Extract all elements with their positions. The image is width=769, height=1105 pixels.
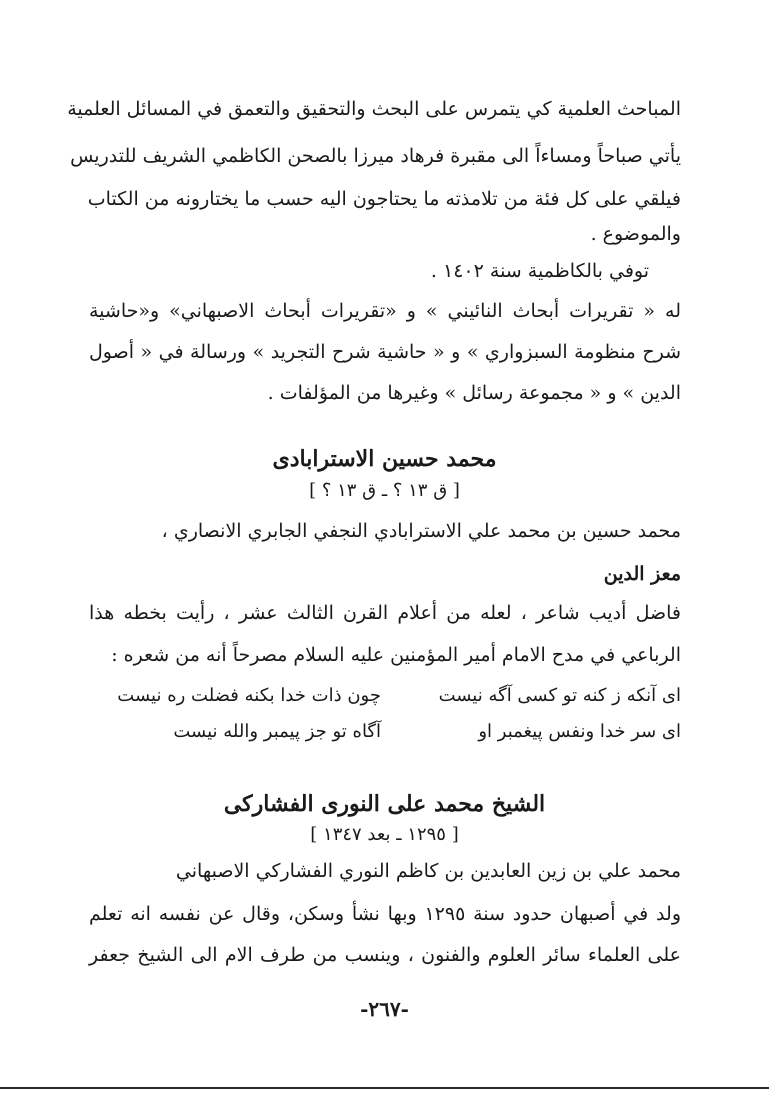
paragraph-line: المباحث العلمية كي يتمرس على البحث والتحقيق والتعمق في المسائل العلمية (67, 98, 681, 120)
paragraph-line: والموضوع . (590, 223, 681, 245)
paragraph-line: يأتي صباحاً ومساءاً الى مقبرة فرهاد ميرزا بالصحن الكاظمي الشريف للتدريس (70, 145, 681, 167)
works-line: شرح منظومة السبزواري » و « حاشية شرح التجريد » ورسالة في « أصول (89, 341, 681, 363)
bottom-rule (0, 1087, 769, 1089)
entry-heading: محمد حسين الاسترابادى (272, 446, 497, 472)
entry-dates: [ ١٢٩٥ ـ بعد ١٣٤٧ ] (310, 824, 459, 845)
entry-body-line: فاضل أديب شاعر ، لعله من أعلام القرن الثالث عشر ، رأيت بخطه هذا (89, 602, 681, 624)
entry-body-line: على العلماء سائر العلوم والفنون ، وينسب من طرف الام الى الشيخ جعفر (89, 944, 681, 966)
page-number: -٢٦٧- (360, 997, 409, 1021)
entry-dates: [ ق ١٣ ؟ ـ ق ١٣ ؟ ] (309, 480, 460, 501)
death-date-line: توفي بالكاظمية سنة ١٤٠٢ . (430, 260, 649, 282)
entry-name-line: محمد حسين بن محمد علي الاسترابادي النجفي الجابري الانصاري ، (161, 520, 681, 542)
verse-hemistich: چون ذات خدا بکنه فضلت ره نیست (117, 685, 381, 706)
entry-body-line: ولد في أصبهان حدود سنة ١٢٩٥ وبها نشأ وسكن، وقال عن نفسه انه تعلم (89, 903, 681, 925)
verse-hemistich: آگاه تو جز پیمبر والله نیست (173, 721, 381, 742)
entry-name-line: محمد علي بن زين العابدين بن كاظم النوري الفشاركي الاصبهاني (175, 860, 681, 882)
verse-hemistich: ای آنکه ز کنه تو کسی آگه نیست (438, 685, 681, 706)
entry-body-line: الرباعي في مدح الامام أمير المؤمنين عليه السلام مصرحاً أنه من شعره : (111, 644, 681, 666)
works-line: له « تقريرات أبحاث النائيني » و «تقريرات أبحاث الاصبهاني» و«حاشية (89, 300, 681, 322)
verse-hemistich: ای سر خدا ونفس پیغمبر او (478, 721, 681, 742)
works-line: الدين » و « مجموعة رسائل » وغيرها من المؤلفات . (267, 382, 681, 404)
entry-heading: الشيخ محمد على النورى الفشاركى (223, 791, 546, 817)
entry-name-line: معز الدين (603, 563, 681, 585)
paragraph-line: فيلقي على كل فئة من تلامذته ما يحتاجون اليه حسب ما يختارونه من الكتاب (87, 188, 681, 210)
